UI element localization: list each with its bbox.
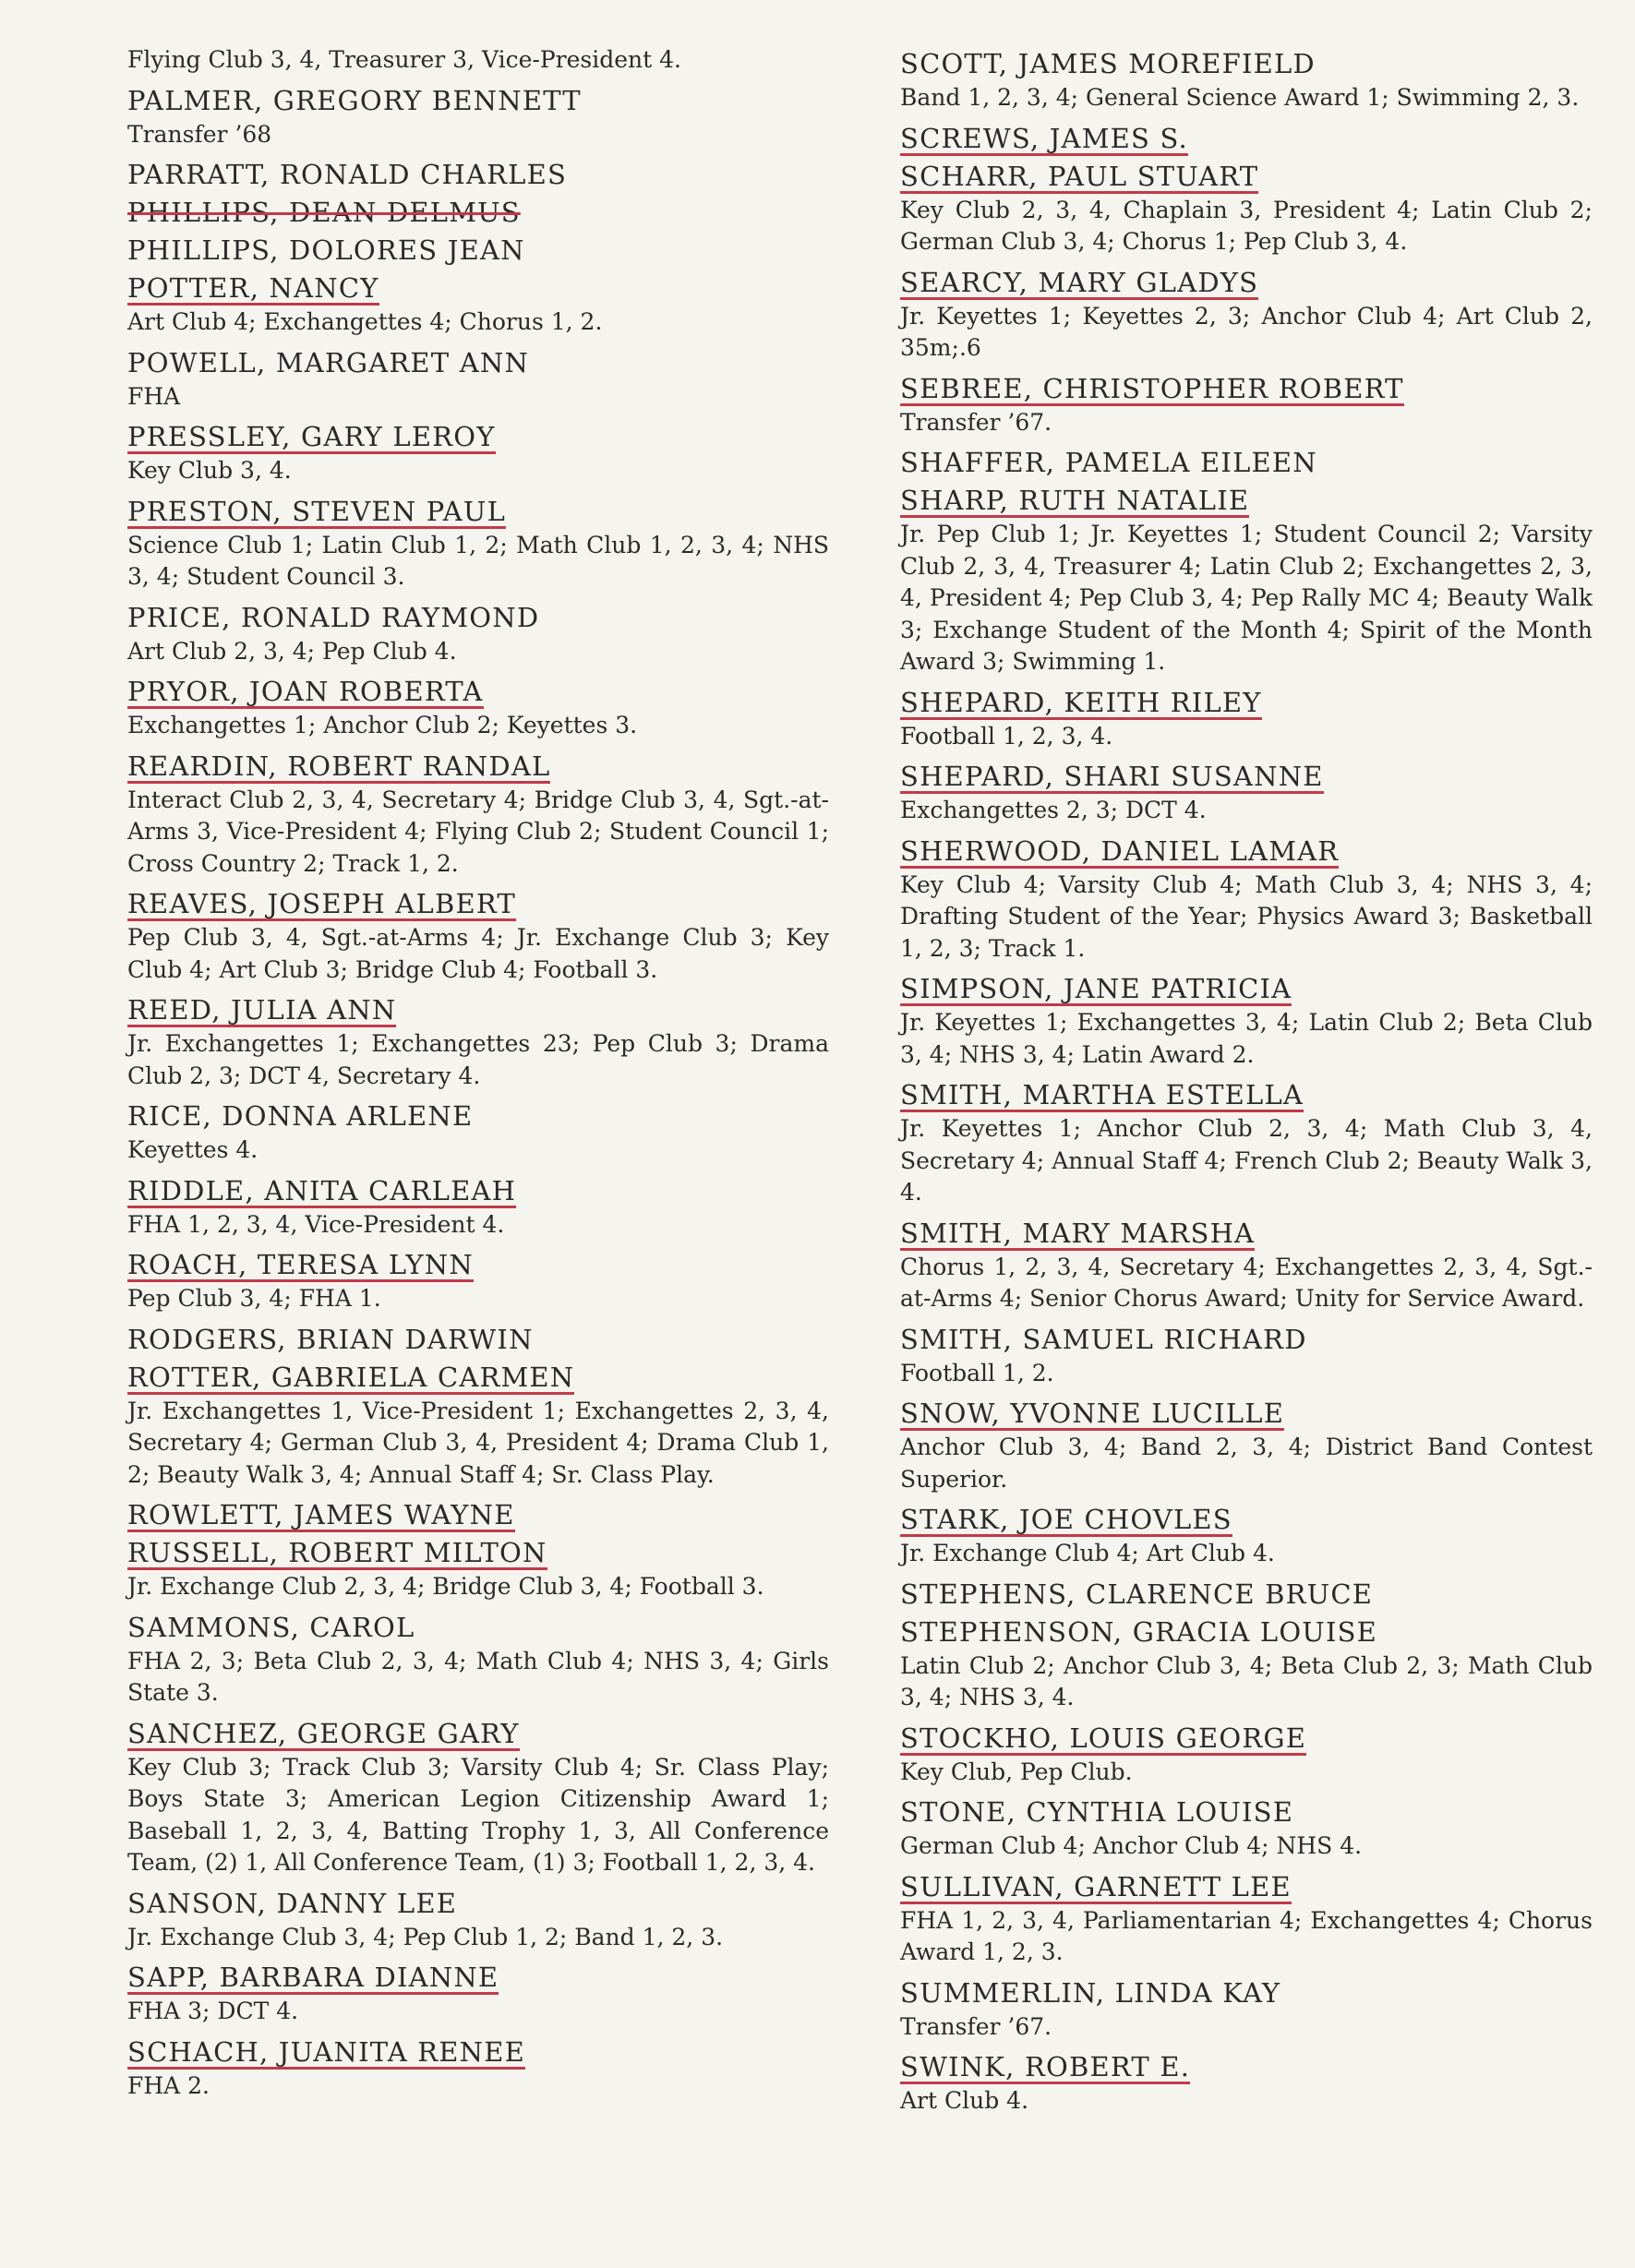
student-activities: Latin Club 2; Anchor Club 3, 4; Beta Club 2, 3; Math Club 3, 4; NHS 3, 4. xyxy=(900,1651,1593,1710)
student-activities: Keyettes 4. xyxy=(127,1136,258,1163)
student-activities: Science Club 1; Latin Club 1, 2; Math Club 1, 2, 3, 4; NHS 3, 4; Student Council 3. xyxy=(127,531,829,590)
student-activities: Key Club 3, 4. xyxy=(127,457,292,484)
student-name-text: SAPP, BARBARA DIANNE xyxy=(127,1962,499,1993)
student-name xyxy=(900,758,1593,795)
student-name-text: REARDIN, ROBERT RANDAL xyxy=(127,750,551,782)
student-activities: Jr. Exchange Club 2, 3, 4; Bridge Club 3, 4; Football 3. xyxy=(127,1573,764,1600)
student-name xyxy=(127,1496,829,1533)
student-activities: Exchangettes 2, 3; DCT 4. xyxy=(900,797,1207,823)
student-name-text: SEARCY, MARY GLADYS xyxy=(900,266,1259,298)
student-activities: Jr. Exchangettes 1; Exchangettes 23; Pep Club 3; Drama Club 2, 3; DCT 4, Secretary 4. xyxy=(127,1030,829,1089)
student-name xyxy=(900,120,1593,157)
student-name-text: SHEPARD, KEITH RILEY xyxy=(900,686,1262,718)
student-name-text: STARK, JOE CHOVLES xyxy=(900,1504,1232,1535)
student-name-text: PRESSLEY, GARY LEROY xyxy=(127,421,496,452)
student-name xyxy=(900,1974,1593,2011)
student-name xyxy=(900,1720,1593,1757)
student-activities: FHA 2. xyxy=(127,2071,210,2099)
student-name xyxy=(127,232,829,269)
student-name xyxy=(900,1215,1593,1252)
student-name-text: SANSON, DANNY LEE xyxy=(127,1887,458,1919)
student-name-text: PRICE, RONALD RAYMOND xyxy=(127,601,540,633)
student-name-text: SCHACH, JUANITA RENEE xyxy=(127,2035,525,2068)
student-activities: Art Club 4. xyxy=(900,2087,1029,2114)
student-activities: Jr. Keyettes 1; Anchor Club 2, 3, 4; Math Club 3, 4, Secretary 4; Annual Staff 4; French Club 2; Beauty Walk 3, 4. xyxy=(900,1115,1593,1206)
student-name-text: SULLIVAN, GARNETT LEE xyxy=(900,1870,1292,1902)
student-name-text: SMITH, SAMUEL RICHARD xyxy=(900,1323,1307,1355)
student-name-text: RUSSELL, ROBERT MILTON xyxy=(127,1537,547,1568)
student-name xyxy=(127,1321,829,1358)
student-name xyxy=(127,673,829,710)
student-name-text: SEBREE, CHRISTOPHER ROBERT xyxy=(900,372,1404,404)
student-name xyxy=(900,833,1593,870)
student-name xyxy=(127,344,829,381)
student-name-text: SCOTT, JAMES MOREFIELD xyxy=(900,48,1316,79)
student-name xyxy=(900,1321,1593,1358)
student-name-text: SMITH, MARTHA ESTELLA xyxy=(900,1079,1304,1110)
student-name xyxy=(127,493,829,530)
student-activities: Interact Club 2, 3, 4, Secretary 4; Bridge Club 3, 4, Sgt.-at-Arms 3, Vice-President 4; Flying Club 2; Student Council 1; Cross Country 2; Track 1, 2. xyxy=(127,786,829,877)
student-name xyxy=(127,1172,829,1209)
student-name-text: STEPHENS, CLARENCE BRUCE xyxy=(900,1578,1374,1610)
student-name-text: RICE, DONNA ARLENE xyxy=(127,1100,474,1132)
right-column xyxy=(900,44,1593,2123)
student-name xyxy=(127,1609,829,1646)
student-name xyxy=(127,748,829,785)
student-name xyxy=(900,1794,1593,1830)
student-activities: Transfer ’68 xyxy=(127,120,272,148)
student-name xyxy=(900,264,1593,301)
student-name-text: ROACH, TERESA LYNN xyxy=(127,1249,474,1280)
student-name-text: RIDDLE, ANITA CARLEAH xyxy=(127,1174,517,1206)
student-activities: FHA 3; DCT 4. xyxy=(127,1998,299,2024)
student-activities: Art Club 4; Exchangettes 4; Chorus 1, 2. xyxy=(127,308,603,335)
student-name xyxy=(127,885,829,922)
student-name-text: ROWLETT, JAMES WAYNE xyxy=(127,1499,515,1530)
student-name-text: SHEPARD, SHARI SUSANNE xyxy=(900,761,1324,792)
student-name xyxy=(900,370,1593,407)
student-name-text: STEPHENSON, GRACIA LOUISE xyxy=(900,1615,1378,1648)
student-name xyxy=(900,970,1593,1007)
student-name-text: STOCKHO, LOUIS GEORGE xyxy=(900,1722,1307,1754)
student-name-text: PRESTON, STEVEN PAUL xyxy=(127,495,507,527)
student-name-text: SCREWS, JAMES S. xyxy=(900,122,1188,154)
student-activities: Jr. Keyettes 1; Exchangettes 3, 4; Latin Club 2; Beta Club 3, 4; NHS 3, 4; Latin Award 2. xyxy=(900,1009,1593,1068)
student-activities: Flying Club 3, 4, Treasurer 3, Vice-President 4. xyxy=(127,46,681,73)
student-activities: Anchor Club 3, 4; Band 2, 3, 4; District Band Contest Superior. xyxy=(900,1434,1593,1493)
student-name xyxy=(900,1614,1593,1650)
student-name xyxy=(900,158,1593,195)
student-name xyxy=(127,82,829,119)
student-activities: FHA 2, 3; Beta Club 2, 3, 4; Math Club 4; NHS 3, 4; Girls State 3. xyxy=(127,1647,829,1706)
student-name-text: PRYOR, JOAN ROBERTA xyxy=(127,676,484,707)
student-activities: Transfer ’67. xyxy=(900,408,1052,436)
student-name xyxy=(127,1959,829,1996)
student-name xyxy=(127,1715,829,1752)
student-activities: Football 1, 2. xyxy=(900,1359,1054,1386)
student-activities: Jr. Keyettes 1; Keyettes 2, 3; Anchor Club 4; Art Club 2, 35m;.6 xyxy=(900,302,1593,361)
student-name-text: STONE, CYNTHIA LOUISE xyxy=(900,1796,1294,1828)
student-name-text: REED, JULIA ANN xyxy=(127,994,397,1026)
student-name xyxy=(127,1098,829,1134)
student-name-text: RODGERS, BRIAN DARWIN xyxy=(127,1323,534,1355)
student-name-text: SANCHEZ, GEORGE GARY xyxy=(127,1717,520,1749)
student-activities: Jr. Exchange Club 4; Art Club 4. xyxy=(900,1540,1275,1566)
student-name-text: SIMPSON, JANE PATRICIA xyxy=(900,973,1292,1004)
student-name xyxy=(900,1576,1593,1613)
student-name-text: PALMER, GREGORY BENNETT xyxy=(127,84,582,116)
student-activities: FHA xyxy=(127,382,181,410)
student-name xyxy=(900,482,1593,519)
student-name-text: PHILLIPS, DEAN DELMUS xyxy=(127,197,521,228)
student-activities: Exchangettes 1; Anchor Club 2; Keyettes 3. xyxy=(127,712,638,738)
student-name xyxy=(127,1359,829,1396)
student-name-text: SCHARR, PAUL STUART xyxy=(900,160,1259,192)
student-name xyxy=(900,444,1593,481)
student-activities: Key Club 3; Track Club 3; Varsity Club 4; Sr. Class Play; Boys State 3; American Legion Citizenship Award 1; Baseball 1, 2, 3, 4, Batting Trophy 1, 3, All Conference Team, (2) 1, All Conference Team, (1) 3; Football 1, 2, 3, 4. xyxy=(127,1753,829,1876)
student-name-text: PARRATT, RONALD CHARLES xyxy=(127,159,568,190)
student-name-text: POTTER, NANCY xyxy=(127,272,379,304)
student-activities: Key Club, Pep Club. xyxy=(900,1758,1133,1785)
student-activities: Jr. Exchangettes 1, Vice-President 1; Exchangettes 2, 3, 4, Secretary 4; German Club 3, 4, President 4; Drama Club 1, 2; Beauty Walk 3, 4; Annual Staff 4; Sr. Class Play. xyxy=(127,1397,829,1488)
student-name xyxy=(127,194,829,231)
student-name xyxy=(900,1076,1593,1113)
student-activities: Band 1, 2, 3, 4; General Science Award 1; Swimming 2, 3. xyxy=(900,84,1580,111)
student-name-text: PHILLIPS, DOLORES JEAN xyxy=(127,234,525,266)
student-name-text: SNOW, YVONNE LUCILLE xyxy=(900,1398,1285,1429)
student-activities: Key Club 2, 3, 4, Chaplain 3, President 4; Latin Club 2; German Club 3, 4; Chorus 1; Pep Club 3, 4. xyxy=(900,196,1593,255)
student-name xyxy=(127,418,829,455)
student-activities: Art Club 2, 3, 4; Pep Club 4. xyxy=(127,637,457,665)
student-name xyxy=(900,1868,1593,1905)
student-name xyxy=(900,1395,1593,1432)
student-activities: Pep Club 3, 4; FHA 1. xyxy=(127,1285,381,1312)
student-name xyxy=(127,599,829,636)
student-activities: Chorus 1, 2, 3, 4, Secretary 4; Exchangettes 2, 3, 4, Sgt.-at-Arms 4; Senior Chorus Award; Unity for Service Award. xyxy=(900,1253,1593,1312)
student-activities: Pep Club 3, 4, Sgt.-at-Arms 4; Jr. Exchange Club 3; Key Club 4; Art Club 3; Bridge Club 4; Football 3. xyxy=(127,924,829,983)
student-name-text: SWINK, ROBERT E. xyxy=(900,2051,1191,2082)
student-name xyxy=(127,156,829,193)
student-name-text: SMITH, MARY MARSHA xyxy=(900,1217,1256,1249)
student-name-text: REAVES, JOSEPH ALBERT xyxy=(127,888,516,919)
student-name xyxy=(127,1534,829,1571)
student-name-text: SAMMONS, CAROL xyxy=(127,1611,415,1643)
student-activities: Key Club 4; Varsity Club 4; Math Club 3, 4; NHS 3, 4; Drafting Student of the Year; Physics Award 3; Basketball 1, 2, 3; Track 1. xyxy=(900,870,1593,962)
left-column xyxy=(127,44,829,2107)
student-name xyxy=(900,45,1593,82)
student-name-text: SHERWOOD, DANIEL LAMAR xyxy=(900,834,1340,867)
student-name xyxy=(127,1246,829,1283)
student-name-text: POWELL, MARGARET ANN xyxy=(127,346,530,378)
student-activities: Jr. Exchange Club 3, 4; Pep Club 1, 2; Band 1, 2, 3. xyxy=(127,1923,724,1950)
student-name xyxy=(127,991,829,1028)
student-activities: Jr. Pep Club 1; Jr. Keyettes 1; Student Council 2; Varsity Club 2, 3, 4, Treasurer 4; Latin Club 2; Exchangettes 2, 3, 4, President 4; Pep Club 3, 4; Pep Rally MC 4; Beauty Walk 3; Exchange Student of the Month 4; Spirit of the Month Award 3; Swimming 1. xyxy=(900,521,1593,675)
student-name xyxy=(900,1501,1593,1538)
student-activities: Transfer ’67. xyxy=(900,2012,1052,2040)
student-name-text: SHAFFER, PAMELA EILEEN xyxy=(900,447,1317,478)
student-name-text: ROTTER, GABRIELA CARMEN xyxy=(127,1361,575,1393)
student-name-text: SUMMERLIN, LINDA KAY xyxy=(900,1976,1281,2009)
student-name-text: SHARP, RUTH NATALIE xyxy=(900,485,1250,516)
student-activities: Football 1, 2, 3, 4. xyxy=(900,722,1113,750)
student-name xyxy=(127,1885,829,1922)
student-name xyxy=(127,2034,829,2070)
student-activities: German Club 4; Anchor Club 4; NHS 4. xyxy=(900,1832,1363,1859)
student-name xyxy=(900,2048,1593,2085)
student-activities: FHA 1, 2, 3, 4, Parliamentarian 4; Exchangettes 4; Chorus Award 1, 2, 3. xyxy=(900,1906,1593,1965)
student-name xyxy=(900,684,1593,721)
student-activities: FHA 1, 2, 3, 4, Vice-President 4. xyxy=(127,1210,505,1238)
student-name xyxy=(127,270,829,306)
